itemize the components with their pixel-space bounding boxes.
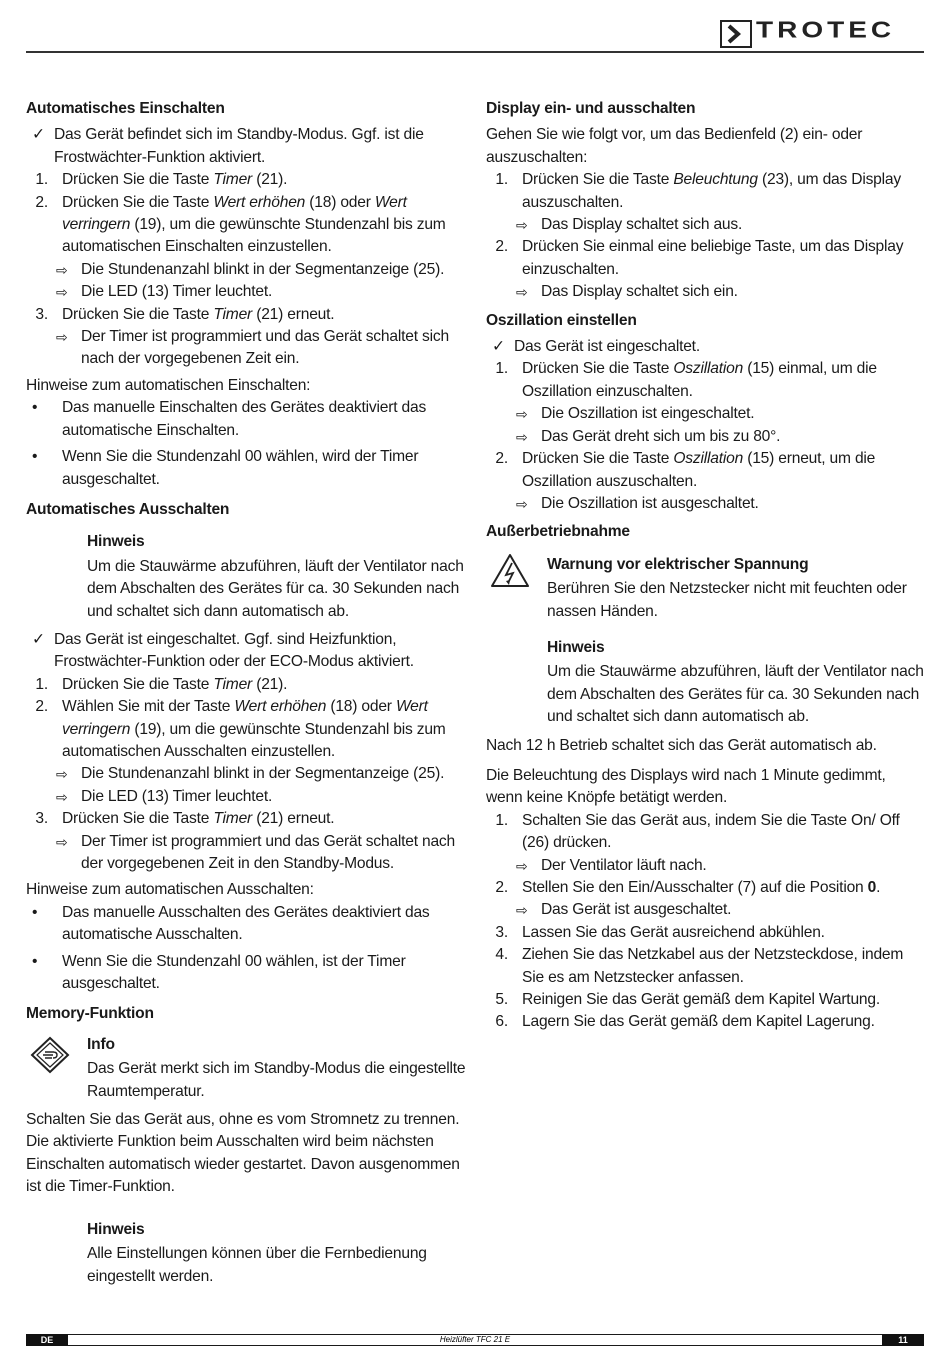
warning-box [486,554,926,623]
left-column [26,98,466,1294]
result: ⇨ Die Oszillation ist ausgeschaltet. [516,494,759,512]
precondition: ✓ Das Gerät ist eingeschaltet. [492,338,700,356]
electric-warning-icon [490,552,530,590]
section-title: Automatisches Einschalten [26,100,225,117]
step-4: 4. Ziehen Sie das Netzkabel aus der Netzsteckdose, indem Sie es am Netzstecker anfassen. [495,946,904,986]
precondition: ✓ Das Gerät befindet sich im Standby-Modus. Ggf. ist die Frostwächter-Funktion aktiviert. [32,126,424,166]
page-footer [26,1334,924,1346]
note-text: Um die Stauwärme abzuführen, läuft der Ventilator nach dem Abschalten des Gerätes für ca. 30 Sekunden nach und schaltet sich dann automatisch ab. [87,557,464,620]
paragraph: Gehen Sie wie folgt vor, um das Bedienfeld (2) ein- oder auszuschalten: [486,126,863,166]
result: ⇨ Die LED (13) Timer leuchtet. [56,787,273,805]
step-6: 6. Lagern Sie das Gerät gemäß dem Kapitel Lagerung. [495,1013,875,1031]
result: ⇨ Das Display schaltet sich aus. [516,216,743,234]
paragraph: Nach 12 h Betrieb schaltet sich das Gerät automatisch ab. [486,736,877,754]
step-3: 3. Drücken Sie die Taste Timer (21) erneut. [35,305,335,323]
warning-title: Warnung vor elektrischer Spannung [547,555,809,573]
section-title: Display ein- und ausschalten [486,100,696,117]
step-5: 5. Reinigen Sie das Gerät gemäß dem Kapitel Wartung. [495,991,880,1009]
result: ⇨ Das Gerät dreht sich um bis zu 80°. [516,427,781,445]
note-box [26,531,466,623]
right-column [486,98,926,1034]
section-title: Oszillation einstellen [486,311,637,329]
bullet-item: • Das manuelle Ausschalten des Gerätes deaktiviert das automatische Ausschalten. [32,903,430,944]
step-2: 2. Drücken Sie die Taste Wert erhöhen (18) oder Wert verringern (19), um die gewünschte Stundenzahl bis zum automatischen Einschalten einzustellen. [35,193,446,256]
note-title: Hinweis [547,638,605,656]
info-hand-icon [30,1036,70,1074]
result: ⇨ Die Stundenanzahl blinkt in der Segmentanzeige (25). [56,765,445,783]
step-1: 1. Drücken Sie die Taste Beleuchtung (23), um das Display auszuschalten. [495,171,901,211]
section-title: Außerbetriebnahme [486,523,630,541]
result: ⇨ Der Timer ist programmiert und das Gerät schaltet sich nach der vorgegebenen Zeit ein. [56,328,449,368]
note-box [486,637,926,729]
bullet-item: • Wenn Sie die Stundenzahl 00 wählen, wird der Timer ausgeschaltet. [32,448,419,488]
step-2: 2. Wählen Sie mit der Taste Wert erhöhen (18) oder Wert verringern (19), um die gewünschte Stundenzahl bis zum automatischen Ausschalten einzustellen. [35,698,446,760]
info-box [26,1034,466,1103]
result: ⇨ Der Timer ist programmiert und das Gerät schaltet nach der vorgegebenen Zeit in den Standby-Modus. [56,832,455,872]
warning-text: Berühren Sie den Netzstecker nicht mit feuchten oder nassen Händen. [547,580,907,620]
language-code: DE [26,1334,68,1346]
step-2: 2. Drücken Sie die Taste Oszillation (15) erneut, um die Oszillation auszuschalten. [495,450,876,490]
note-text: Alle Einstellungen können über die Fernbedienung eingestellt werden. [87,1245,427,1285]
result: ⇨ Die Oszillation ist eingeschaltet. [516,405,755,423]
brand-name: TROTEC [756,17,896,43]
result: ⇨ Die Stundenanzahl blinkt in der Segmentanzeige (25). [56,260,445,278]
hints-title: Hinweise zum automatischen Ausschalten: [26,881,314,899]
step-2: 2. Stellen Sie den Ein/Ausschalter (7) auf die Position 0. [495,879,881,896]
bullet-item: • Wenn Sie die Stundenzahl 00 wählen, ist der Timer ausgeschaltet. [32,952,406,993]
section-title: Memory-Funktion [26,1005,154,1023]
document-title: Heizlüfter TFC 21 E [68,1334,882,1346]
note-title: Hinweis [87,1220,145,1238]
note-box [26,1219,466,1288]
step-3: 3. Drücken Sie die Taste Timer (21) erneut. [35,810,335,828]
info-text: Das Gerät merkt sich im Standby-Modus die eingestellte Raumtemperatur. [87,1060,466,1100]
step-3: 3. Lassen Sie das Gerät ausreichend abkühlen. [495,923,825,941]
result: ⇨ Der Ventilator läuft nach. [516,856,707,874]
step-1: 1. Schalten Sie das Gerät aus, indem Sie die Taste On/ Off (26) drücken. [495,811,900,852]
step-2: 2. Drücken Sie einmal eine beliebige Taste, um das Display einzuschalten. [495,238,904,278]
hints-title: Hinweise zum automatischen Einschalten: [26,376,311,394]
bullet-item: • Das manuelle Einschalten des Gerätes deaktiviert das automatische Einschalten. [32,399,427,439]
info-title: Info [87,1035,115,1053]
page-number: 11 [882,1334,924,1346]
note-text: Um die Stauwärme abzuführen, läuft der Ventilator nach dem Abschalten des Gerätes für ca. 30 Sekunden nach und schaltet sich dann automatisch ab. [547,663,924,726]
step-1: 1. Drücken Sie die Taste Timer (21). [35,675,288,693]
result: ⇨ Das Gerät ist ausgeschaltet. [516,901,732,919]
result: ⇨ Die LED (13) Timer leuchtet. [56,283,273,301]
step-1: 1. Drücken Sie die Taste Timer (21). [35,171,288,189]
note-title: Hinweis [87,533,145,551]
paragraph: Die Beleuchtung des Displays wird nach 1 Minute gedimmt, wenn keine Knöpfe betätigt werden. [486,766,886,807]
paragraph: Schalten Sie das Gerät aus, ohne es vom Stromnetz zu trennen. Die aktivierte Funktion beim Ausschalten wird beim nächsten Einschalten automatisch wieder gestartet. Davon ausgenommen ist die Timer-Funktion. [26,1111,460,1196]
section-title: Automatisches Ausschalten [26,500,230,518]
step-1: 1. Drücken Sie die Taste Oszillation (15) einmal, um die Oszillation einzuschalten. [495,360,877,400]
header-divider [26,51,924,53]
precondition: ✓ Das Gerät ist eingeschaltet. Ggf. sind Heizfunktion, Frostwächter-Funktion oder der ECO-Modus aktiviert. [32,630,414,671]
result: ⇨ Das Display schaltet sich ein. [516,283,738,301]
